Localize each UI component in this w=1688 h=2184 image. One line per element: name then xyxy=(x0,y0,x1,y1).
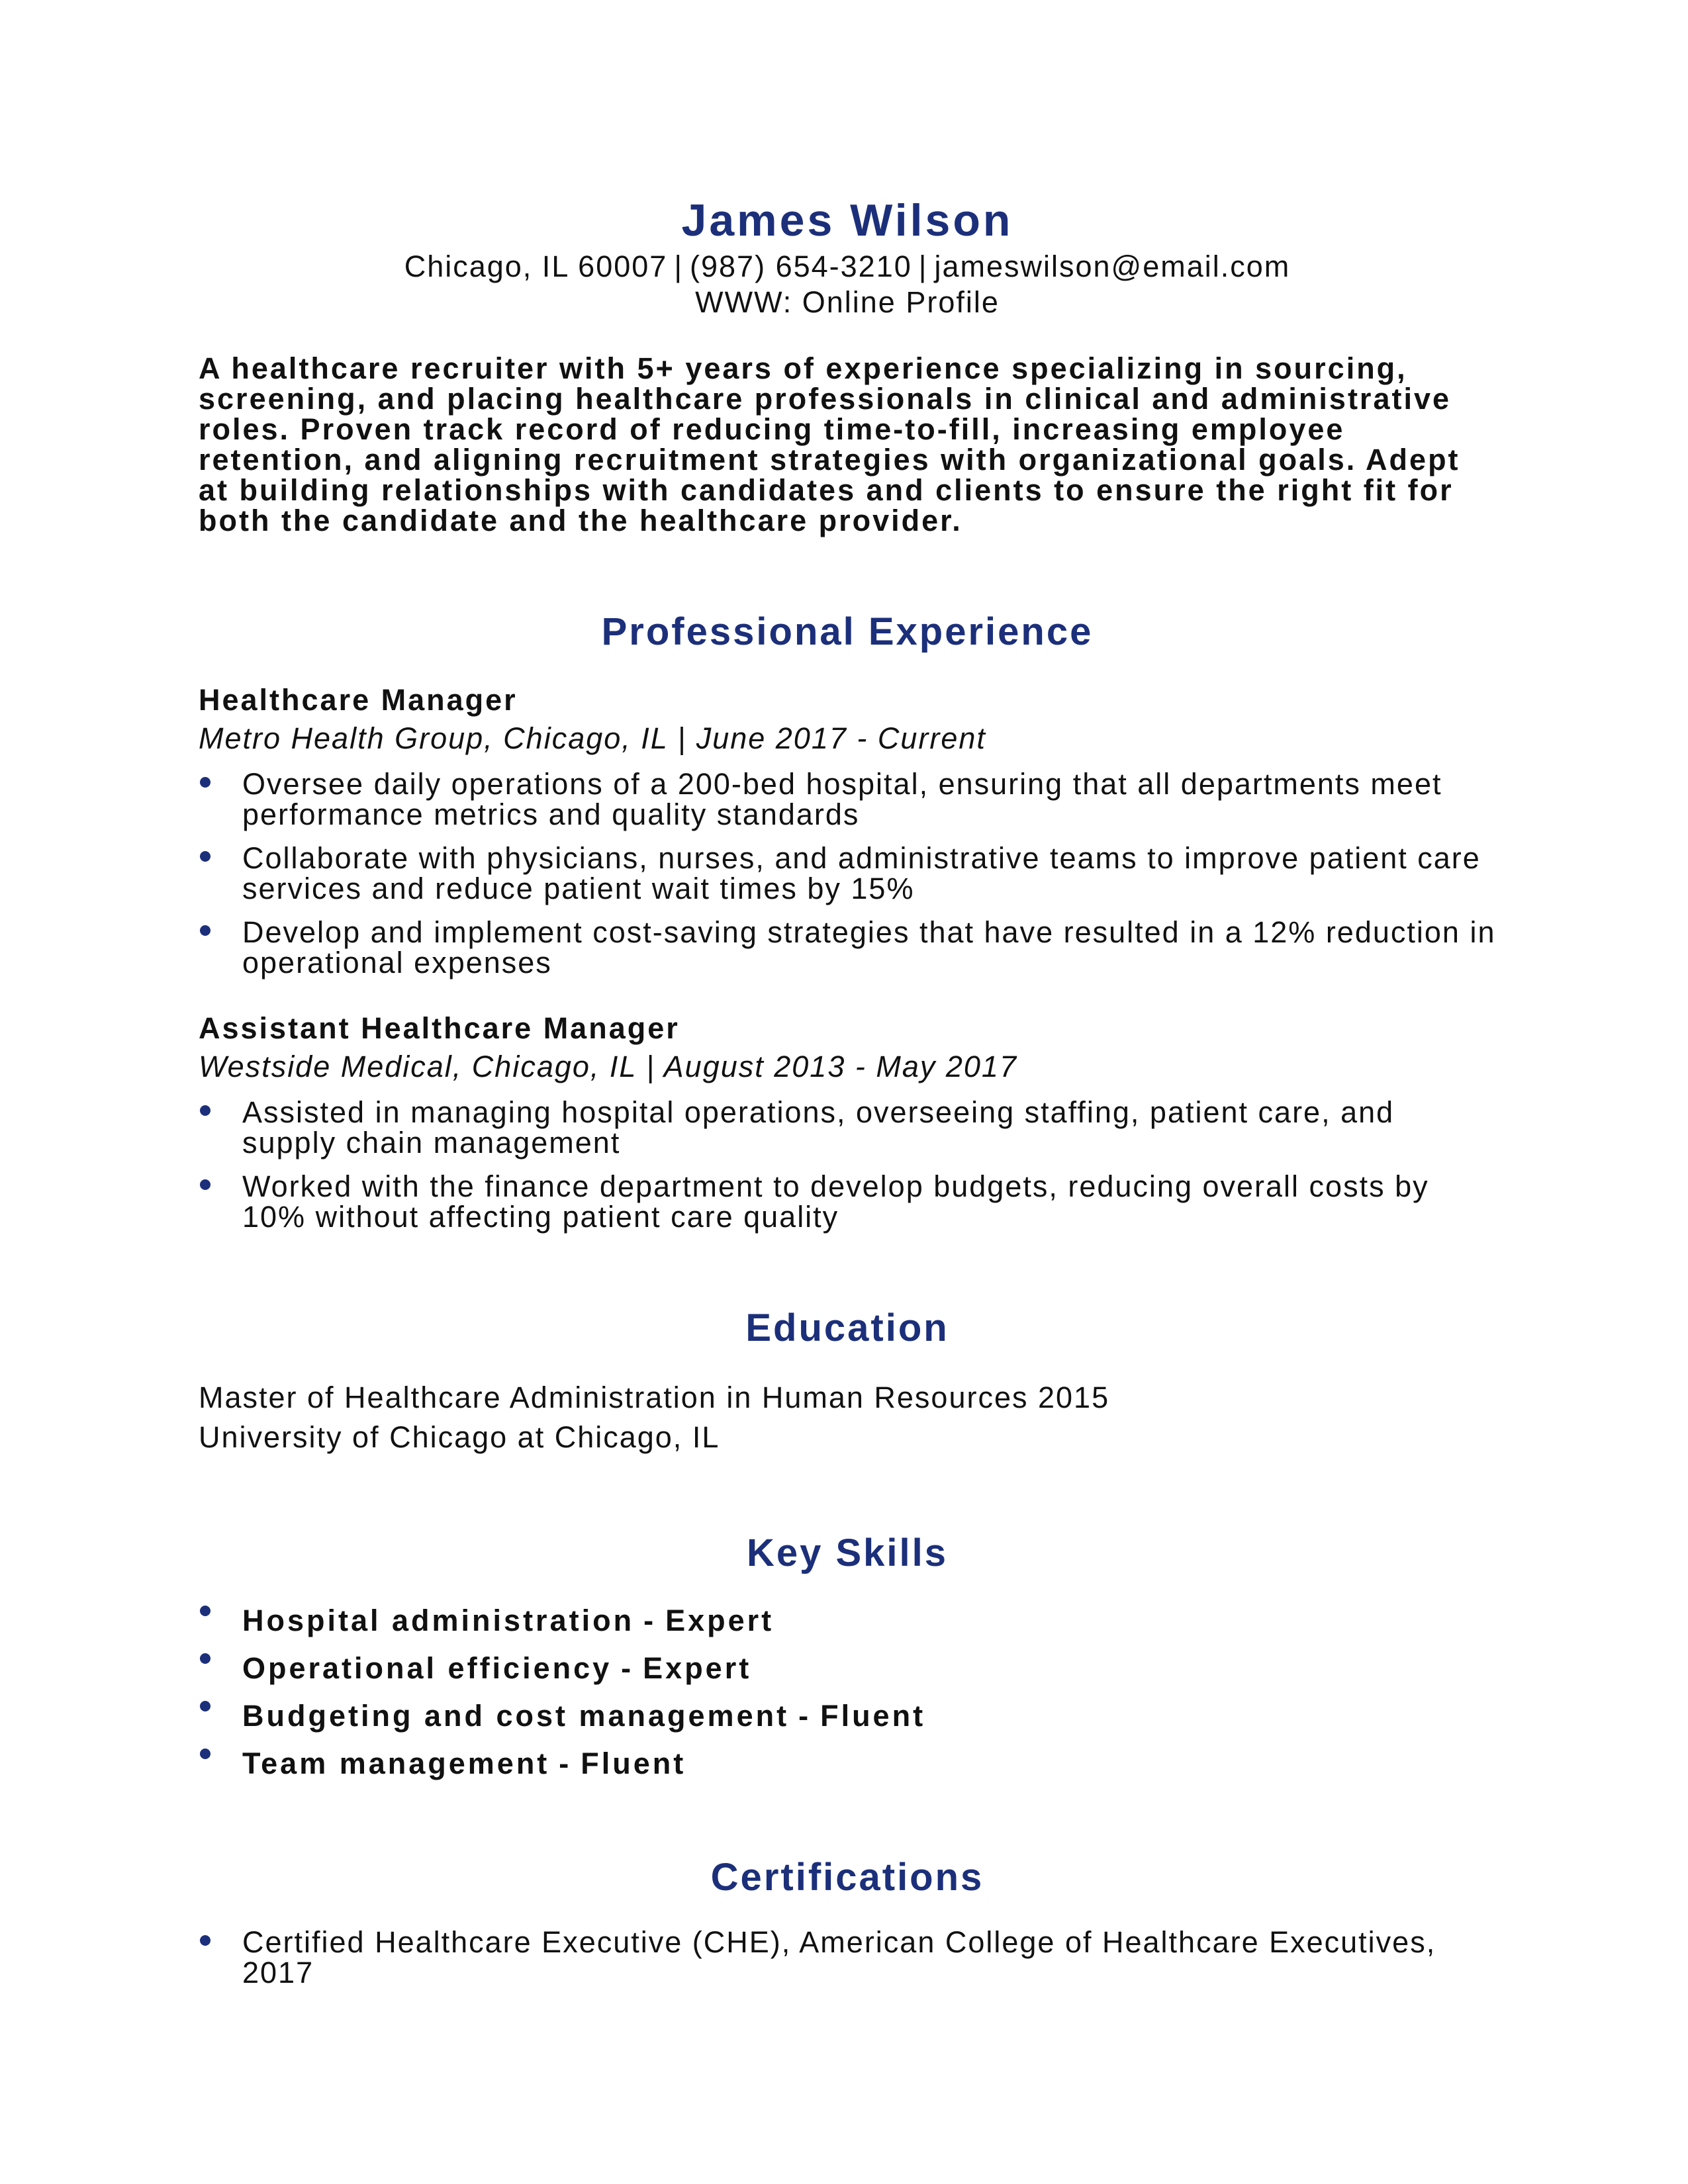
education-degree: Master of Healthcare Administration in Human Resources 2015 xyxy=(199,1381,1110,1414)
resume-content xyxy=(199,192,1496,2001)
job-bullet xyxy=(199,917,1496,978)
job-bullets xyxy=(199,769,1496,978)
bullet-icon xyxy=(200,1105,211,1116)
contact-line: Chicago, IL 60007 | (987) 654-3210 | jameswilson@email.com xyxy=(404,250,1291,283)
job-entry xyxy=(199,682,1496,978)
skill-item: Hospital administration - Expert xyxy=(199,1603,1496,1639)
contact-location: Chicago, IL 60007 xyxy=(404,250,668,283)
job-meta: Metro Health Group, Chicago, IL | June 2017 - Current xyxy=(199,721,986,755)
contact-phone: (987) 654-3210 xyxy=(690,250,912,283)
bullet-text: Collaborate with physicians, nurses, and administrative teams to improve patient care services and reduce patient wait times by 15% xyxy=(242,841,1481,905)
bullet-icon xyxy=(200,1653,211,1664)
certification-item xyxy=(199,1927,1496,1988)
skill-level: Fluent xyxy=(581,1747,686,1780)
professional-summary: A healthcare recruiter with 5+ years of experience specializing in sourcing, screening, and placing healthcare professionals in clinical and administrative roles. Proven track record of reducing time-to-fill, increasing employee retention, and aligning recruitment strategies with organizational goals. Adept at building relationships with candidates and clients to ensure the right fit for both the candidate and the healthcare provider. xyxy=(199,351,1460,537)
skill-name: Budgeting and cost management xyxy=(242,1699,790,1733)
job-meta: Westside Medical, Chicago, IL | August 2013 - May 2017 xyxy=(199,1050,1017,1083)
skill-item: Budgeting and cost management - Fluent xyxy=(199,1698,1496,1734)
bullet-icon xyxy=(200,1935,211,1946)
section-title-education: Education xyxy=(745,1306,949,1349)
job-title: Healthcare Manager xyxy=(199,683,518,717)
job-bullet xyxy=(199,1097,1496,1158)
skill-item: Team management - Fluent xyxy=(199,1746,1496,1782)
certifications-list xyxy=(199,1927,1496,1988)
job-bullet xyxy=(199,843,1496,904)
education-school: University of Chicago at Chicago, IL xyxy=(199,1420,720,1454)
skill-name: Team management xyxy=(242,1747,550,1780)
bullet-icon xyxy=(200,1179,211,1190)
contact-email[interactable]: jameswilson@email.com xyxy=(934,250,1291,283)
bullet-icon xyxy=(200,1606,211,1616)
certification-text: Certified Healthcare Executive (CHE), American College of Healthcare Executives, 2017 xyxy=(242,1925,1436,1989)
skill-level: Fluent xyxy=(820,1699,926,1733)
skill-name: Hospital administration xyxy=(242,1604,635,1637)
skill-level: Expert xyxy=(665,1604,774,1637)
candidate-name: James Wilson xyxy=(681,195,1013,246)
bullet-text: Develop and implement cost-saving strategies that have resulted in a 12% reduction in operational expenses xyxy=(242,915,1496,979)
bullet-text: Worked with the finance department to develop budgets, reducing overall costs by 10% without affecting patient care quality xyxy=(242,1169,1429,1234)
job-bullet xyxy=(199,1171,1496,1232)
job-entry xyxy=(199,1010,1496,1232)
section-title-certifications: Certifications xyxy=(710,1856,984,1899)
skills-list xyxy=(199,1603,1496,1782)
section-title-experience: Professional Experience xyxy=(601,610,1094,653)
section-title-skills: Key Skills xyxy=(746,1531,949,1574)
job-bullet xyxy=(199,769,1496,830)
contact-website[interactable]: WWW: Online Profile xyxy=(695,285,1000,319)
skill-item: Operational efficiency - Expert xyxy=(199,1651,1496,1686)
skill-level: Expert xyxy=(643,1651,752,1685)
bullet-icon xyxy=(200,1749,211,1759)
bullet-text: Oversee daily operations of a 200-bed hospital, ensuring that all departments meet performance metrics and quality standards xyxy=(242,767,1442,831)
bullet-text: Assisted in managing hospital operations, overseeing staffing, patient care, and supply chain management xyxy=(242,1095,1395,1160)
skill-name: Operational efficiency xyxy=(242,1651,612,1685)
bullet-icon xyxy=(200,925,211,936)
bullet-icon xyxy=(200,1701,211,1711)
bullet-icon xyxy=(200,851,211,862)
job-title: Assistant Healthcare Manager xyxy=(199,1011,680,1045)
bullet-icon xyxy=(200,777,211,788)
job-bullets xyxy=(199,1097,1496,1232)
